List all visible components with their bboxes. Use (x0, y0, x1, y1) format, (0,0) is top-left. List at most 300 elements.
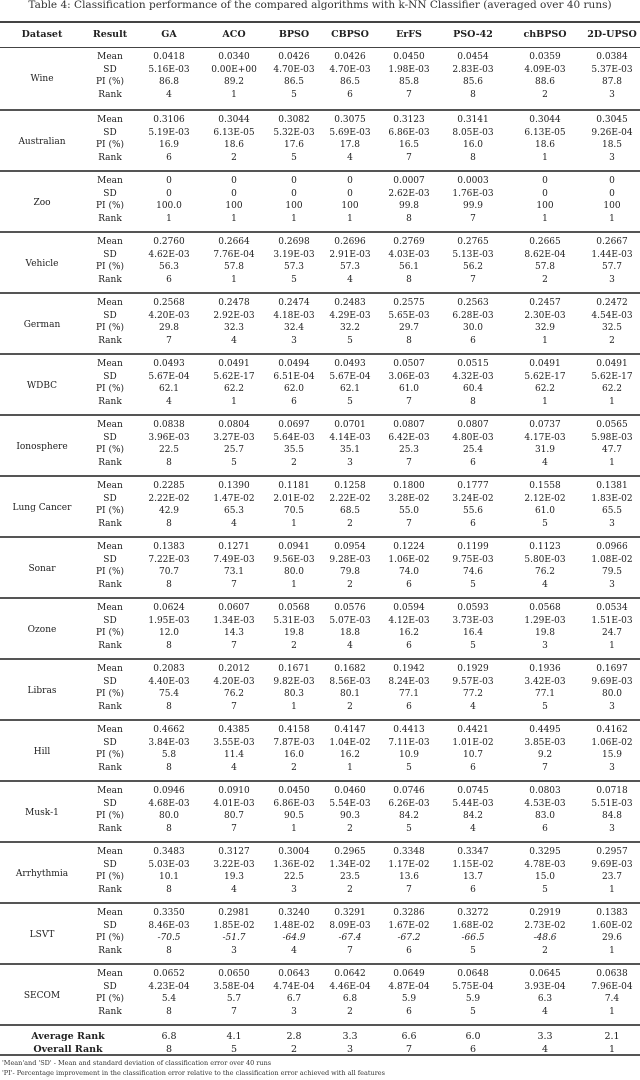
value-cell: 4 (470, 823, 476, 834)
value-cell: 0.0838 (153, 420, 185, 430)
table-row-mean (0, 114, 640, 127)
table-row-pi (0, 627, 640, 640)
value-cell: 4.70E-03 (329, 64, 371, 75)
footnote: 'PI'- Percentage improvement in the classification error relative to the classification error achieved with all features (2, 1069, 385, 1077)
value-cell: 8.62E-04 (524, 249, 566, 260)
value-cell: 1 (347, 762, 353, 773)
value-cell: 0.3044 (218, 115, 250, 125)
dataset-block (0, 902, 640, 963)
value-cell: 0.1671 (278, 664, 310, 674)
average-rank-row (0, 1031, 640, 1044)
value-cell: 35.5 (283, 445, 305, 455)
value-cell: 57.3 (339, 262, 361, 272)
value-cell: 0.4385 (218, 725, 250, 735)
value-cell: 1 (291, 701, 297, 712)
value-cell: 0.2472 (596, 298, 628, 308)
table-row-pi (0, 749, 640, 762)
dataset-block (0, 963, 640, 1024)
metric-label: PI (%) (95, 994, 125, 1004)
value-cell: 4 (542, 1006, 548, 1017)
value-cell: 0.3123 (393, 115, 425, 125)
value-cell: 4 (231, 518, 237, 529)
value-cell: 25.4 (462, 445, 484, 455)
value-cell: 80.7 (223, 811, 245, 821)
value-cell: 1.95E-03 (148, 615, 190, 626)
table-row-mean (0, 785, 640, 798)
table-row-pi (0, 200, 640, 213)
value-cell: 32.9 (534, 323, 556, 333)
table-row-pi (0, 932, 640, 945)
value-cell: 6.28E-03 (452, 310, 494, 321)
value-cell: 0.3240 (278, 908, 310, 918)
overall-rank-row (0, 1044, 640, 1057)
dataset-name: SECOM (23, 990, 61, 1001)
value-cell: 8 (166, 457, 172, 468)
value-cell: 1 (231, 396, 237, 407)
value-cell: 1 (291, 518, 297, 529)
average-rank-value: 3.3 (537, 1031, 553, 1042)
dataset-name: Arrhythmia (15, 868, 69, 879)
value-cell: 3 (609, 701, 615, 712)
value-cell: 3.55E-03 (213, 737, 255, 748)
value-cell: 1 (542, 335, 548, 346)
value-cell: 0.0493 (153, 359, 185, 369)
value-cell: 0.0594 (393, 603, 425, 613)
value-cell: -64.9 (282, 933, 306, 943)
value-cell: 2 (542, 89, 548, 100)
value-cell: 0.1697 (596, 664, 628, 674)
metric-label: SD (103, 554, 117, 565)
value-cell: 0.0576 (334, 603, 366, 613)
value-cell: 0.0491 (218, 359, 250, 369)
value-cell: 74.0 (398, 567, 420, 577)
value-cell: 4.80E-03 (452, 432, 494, 443)
value-cell: 18.5 (601, 140, 623, 150)
metric-label: Mean (97, 969, 123, 979)
value-cell: 89.2 (223, 77, 245, 87)
dataset-name: WDBC (26, 380, 58, 391)
value-cell: 0.1936 (529, 664, 561, 674)
table-row-sd (0, 310, 640, 323)
value-cell: 57.3 (283, 262, 305, 272)
value-cell: 17.8 (339, 140, 361, 150)
value-cell: 17.6 (283, 140, 305, 150)
value-cell: 84.8 (601, 811, 623, 821)
value-cell: 0.1777 (457, 481, 489, 491)
value-cell: 14.3 (223, 628, 245, 638)
value-cell: 4 (347, 152, 353, 163)
table-row-rank (0, 945, 640, 958)
value-cell: 2.22E-02 (329, 493, 371, 504)
value-cell: 0.1383 (153, 542, 185, 552)
metric-label: SD (103, 371, 117, 382)
value-cell: 9.57E-03 (452, 676, 494, 687)
value-cell: 0.2285 (153, 481, 185, 491)
value-cell: 0.2474 (278, 298, 310, 308)
table-row-sd (0, 676, 640, 689)
value-cell: 62.1 (158, 384, 180, 394)
value-cell: 6 (470, 762, 476, 773)
value-cell: 5.7 (226, 994, 242, 1004)
value-cell: 79.5 (601, 567, 623, 577)
value-cell: 0.2083 (153, 664, 185, 674)
value-cell: 3 (347, 457, 353, 468)
value-cell: 8 (470, 152, 476, 163)
table-row-pi (0, 505, 640, 518)
value-cell: 1.60E-02 (591, 920, 633, 931)
value-cell: 7 (406, 884, 412, 895)
value-cell: 7 (231, 1006, 237, 1017)
table-row-pi (0, 383, 640, 396)
metric-label: Mean (97, 908, 123, 918)
value-cell: 6.86E-03 (388, 127, 430, 138)
value-cell: 56.2 (462, 262, 484, 272)
value-cell: 5.62E-17 (524, 371, 566, 382)
value-cell: 7.87E-03 (273, 737, 315, 748)
overall-rank-value: 7 (405, 1043, 413, 1055)
metric-label: Rank (98, 152, 122, 163)
value-cell: 4 (166, 396, 172, 407)
metric-label: PI (%) (95, 750, 125, 760)
dataset-name: Wine (30, 73, 54, 84)
metric-label: Rank (98, 762, 122, 773)
table-row-rank (0, 335, 640, 348)
value-cell: 8.09E-03 (329, 920, 371, 931)
dataset-name: Sonar (28, 563, 56, 574)
dataset-block (0, 292, 640, 353)
value-cell: 1.15E-02 (452, 859, 494, 870)
dataset-block (0, 353, 640, 414)
value-cell: 0 (231, 188, 237, 199)
value-cell: 0 (347, 188, 353, 199)
value-cell: 4.70E-03 (273, 64, 315, 75)
value-cell: 0 (609, 188, 615, 199)
value-cell: 2.01E-02 (273, 493, 315, 504)
value-cell: 0.4413 (393, 725, 425, 735)
metric-label: Rank (98, 89, 122, 100)
value-cell: 0.1800 (393, 481, 425, 491)
value-cell: 1.06E-02 (388, 554, 430, 565)
value-cell: 5.13E-03 (452, 249, 494, 260)
value-cell: 57.7 (601, 262, 623, 272)
value-cell: -67.2 (397, 933, 421, 943)
dataset-name: Vehicle (25, 258, 59, 269)
value-cell: 29.7 (398, 323, 420, 333)
value-cell: 99.8 (398, 201, 420, 211)
value-cell: 7.22E-03 (148, 554, 190, 565)
value-cell: 8.46E-03 (148, 920, 190, 931)
value-cell: 1 (231, 89, 237, 100)
value-cell: 19.8 (534, 628, 556, 638)
value-cell: 0.0491 (596, 359, 628, 369)
metric-label: SD (103, 310, 117, 321)
value-cell: 2 (609, 335, 615, 346)
average-rank-value: 4.1 (226, 1031, 242, 1042)
value-cell: 5 (542, 518, 548, 529)
value-cell: 0.0910 (218, 786, 250, 796)
value-cell: 9.26E-04 (591, 127, 633, 138)
metric-label: Rank (98, 457, 122, 468)
value-cell: 5.03E-03 (148, 859, 190, 870)
value-cell: 0.0638 (596, 969, 628, 979)
value-cell: 86.8 (158, 77, 180, 87)
value-cell: 56.3 (158, 262, 180, 272)
metric-label: Rank (98, 884, 122, 895)
table-row-sd (0, 432, 640, 445)
table-row-mean (0, 297, 640, 310)
value-cell: 5.16E-03 (148, 64, 190, 75)
table-row-mean (0, 419, 640, 432)
value-cell: 0.3483 (153, 847, 185, 857)
metric-label: PI (%) (95, 77, 125, 87)
column-header: ErFS (396, 29, 422, 40)
column-header: BPSO (278, 29, 310, 40)
value-cell: 0.0954 (334, 542, 366, 552)
column-header: chBPSO (523, 29, 567, 40)
summary-section (0, 1024, 640, 1056)
value-cell: 18.6 (223, 140, 245, 150)
value-cell: 4 (542, 579, 548, 590)
value-cell: 5.9 (401, 994, 417, 1004)
value-cell: 0.0515 (457, 359, 489, 369)
value-cell: 4.20E-03 (148, 310, 190, 321)
value-cell: 6 (166, 274, 172, 285)
value-cell: 5.37E-03 (591, 64, 633, 75)
value-cell: 7.76E-04 (213, 249, 255, 260)
value-cell: 2.12E-02 (524, 493, 566, 504)
value-cell: 0.0718 (596, 786, 628, 796)
value-cell: 1.85E-02 (213, 920, 255, 931)
value-cell: 3 (609, 823, 615, 834)
value-cell: 0.2760 (153, 237, 185, 247)
metric-label: Mean (97, 52, 123, 62)
value-cell: 0.0697 (278, 420, 310, 430)
column-header: ACO (222, 29, 246, 40)
value-cell: 1.36E-02 (273, 859, 315, 870)
table-row-sd (0, 981, 640, 994)
value-cell: 2.83E-03 (452, 64, 494, 75)
value-cell: 0.2765 (457, 237, 489, 247)
metric-label: SD (103, 188, 117, 199)
value-cell: 100 (603, 201, 621, 211)
value-cell: 4.46E-04 (329, 981, 371, 992)
table-row-mean (0, 541, 640, 554)
value-cell: 32.2 (339, 323, 361, 333)
value-cell: 2 (291, 762, 297, 773)
value-cell: 2 (347, 884, 353, 895)
table-row-rank (0, 701, 640, 714)
value-cell: 7.4 (604, 994, 620, 1004)
metric-label: SD (103, 798, 117, 809)
value-cell: 4.74E-04 (273, 981, 315, 992)
value-cell: 7 (231, 579, 237, 590)
value-cell: 62.0 (283, 384, 305, 394)
value-cell: 1 (231, 274, 237, 285)
value-cell: 2 (347, 579, 353, 590)
table-row-mean (0, 663, 640, 676)
table-row-rank (0, 1006, 640, 1019)
value-cell: 5.32E-03 (273, 127, 315, 138)
value-cell: 0 (609, 176, 615, 186)
value-cell: 3.19E-03 (273, 249, 315, 260)
value-cell: 0.3045 (596, 115, 628, 125)
value-cell: 1 (291, 823, 297, 834)
value-cell: 9.82E-03 (273, 676, 315, 687)
metric-label: PI (%) (95, 384, 125, 394)
table-row-sd (0, 737, 640, 750)
metric-label: PI (%) (95, 506, 125, 516)
value-cell: 0.2664 (218, 237, 250, 247)
value-cell: 1.34E-03 (213, 615, 255, 626)
value-cell: 5.07E-03 (329, 615, 371, 626)
value-cell: 8 (166, 701, 172, 712)
value-cell: 0.1558 (529, 481, 561, 491)
value-cell: 5 (470, 1006, 476, 1017)
value-cell: 4.29E-03 (329, 310, 371, 321)
dataset-block (0, 48, 640, 109)
value-cell: 3 (609, 579, 615, 590)
value-cell: 11.4 (223, 750, 245, 760)
value-cell: 2.73E-02 (524, 920, 566, 931)
value-cell: 0.0624 (153, 603, 185, 613)
table-row-mean (0, 846, 640, 859)
value-cell: 4 (347, 640, 353, 651)
metric-label: Mean (97, 298, 123, 308)
value-cell: 5.51E-03 (591, 798, 633, 809)
metric-label: Rank (98, 579, 122, 590)
value-cell: 0.1199 (457, 542, 489, 552)
value-cell: 0.0807 (393, 420, 425, 430)
value-cell: 1 (542, 213, 548, 224)
value-cell: 0.4495 (529, 725, 561, 735)
value-cell: 16.5 (398, 140, 420, 150)
average-rank-value: 2.1 (604, 1031, 620, 1042)
value-cell: 0.0450 (278, 786, 310, 796)
value-cell: 1.01E-02 (452, 737, 494, 748)
value-cell: 6 (470, 335, 476, 346)
value-cell: 8 (166, 1006, 172, 1017)
value-cell: -48.6 (533, 933, 557, 943)
metric-label: PI (%) (95, 933, 125, 943)
value-cell: 7 (231, 823, 237, 834)
column-header: CBPSO (331, 29, 369, 40)
value-cell: 3.93E-04 (524, 981, 566, 992)
value-cell: 7 (406, 89, 412, 100)
value-cell: 0.1271 (218, 542, 250, 552)
value-cell: 15.9 (601, 750, 623, 760)
metric-label: Mean (97, 847, 123, 857)
value-cell: 0.2696 (334, 237, 366, 247)
value-cell: 0.0649 (393, 969, 425, 979)
value-cell: 3 (609, 518, 615, 529)
value-cell: 6 (347, 89, 353, 100)
value-cell: 0.0450 (393, 52, 425, 62)
value-cell: 73.1 (223, 567, 245, 577)
value-cell: 1 (166, 213, 172, 224)
value-cell: 0.4662 (153, 725, 185, 735)
average-rank-value: 6.6 (401, 1031, 417, 1042)
overall-rank-label: Overall Rank (33, 1043, 103, 1055)
value-cell: 5.67E-04 (148, 371, 190, 382)
value-cell: 8 (166, 884, 172, 895)
value-cell: 10.7 (462, 750, 484, 760)
value-cell: 4.23E-04 (148, 981, 190, 992)
metric-label: SD (103, 64, 117, 75)
value-cell: 80.0 (601, 689, 623, 699)
value-cell: 5.31E-03 (273, 615, 315, 626)
value-cell: 6.42E-03 (388, 432, 430, 443)
value-cell: 77.1 (398, 689, 420, 699)
value-cell: 0.1123 (529, 542, 561, 552)
value-cell: 0.0359 (529, 52, 561, 62)
value-cell: 5 (347, 335, 353, 346)
value-cell: 0.3004 (278, 847, 310, 857)
value-cell: 5 (470, 640, 476, 651)
dataset-block (0, 719, 640, 780)
metric-label: Rank (98, 823, 122, 834)
value-cell: 8 (406, 274, 412, 285)
value-cell: 0 (542, 188, 548, 199)
value-cell: 1.29E-03 (524, 615, 566, 626)
value-cell: 6.13E-05 (213, 127, 255, 138)
table-row-sd (0, 371, 640, 384)
value-cell: 0.0737 (529, 420, 561, 430)
value-cell: 16.9 (158, 140, 180, 150)
value-cell: 3.27E-03 (213, 432, 255, 443)
value-cell: 0.4147 (334, 725, 366, 735)
dataset-name: Ozone (27, 624, 57, 635)
value-cell: 22.5 (283, 872, 305, 882)
value-cell: 1 (231, 213, 237, 224)
metric-label: Mean (97, 359, 123, 369)
metric-label: Rank (98, 518, 122, 529)
value-cell: 5 (470, 945, 476, 956)
average-rank-value: 6.8 (161, 1031, 177, 1042)
value-cell: 8 (166, 518, 172, 529)
value-cell: 0.1224 (393, 542, 425, 552)
value-cell: 6 (542, 823, 548, 834)
value-cell: 3.24E-02 (452, 493, 494, 504)
table-row-rank (0, 213, 640, 226)
value-cell: 0.0645 (529, 969, 561, 979)
value-cell: 5.9 (465, 994, 481, 1004)
value-cell: 19.3 (223, 872, 245, 882)
value-cell: 0 (291, 176, 297, 186)
value-cell: 4.53E-03 (524, 798, 566, 809)
value-cell: 1.48E-02 (273, 920, 315, 931)
table-row-rank (0, 762, 640, 775)
value-cell: 62.1 (339, 384, 361, 394)
value-cell: 4 (291, 945, 297, 956)
value-cell: 2 (291, 640, 297, 651)
value-cell: 3.84E-03 (148, 737, 190, 748)
metric-label: Rank (98, 274, 122, 285)
value-cell: 13.7 (462, 872, 484, 882)
value-cell: 9.2 (537, 750, 553, 760)
dataset-name: Hill (33, 746, 51, 757)
value-cell: 57.8 (223, 262, 245, 272)
value-cell: 6 (406, 1006, 412, 1017)
value-cell: 4.03E-03 (388, 249, 430, 260)
value-cell: 2.22E-02 (148, 493, 190, 504)
value-cell: 2 (347, 823, 353, 834)
value-cell: 2 (347, 701, 353, 712)
value-cell: 0.0643 (278, 969, 310, 979)
value-cell: 4 (470, 701, 476, 712)
value-cell: 61.0 (398, 384, 420, 394)
value-cell: 4.18E-03 (273, 310, 315, 321)
footnote: 'Mean'and 'SD' - Mean and standard deviation of classification error over 40 runs (2, 1059, 272, 1067)
